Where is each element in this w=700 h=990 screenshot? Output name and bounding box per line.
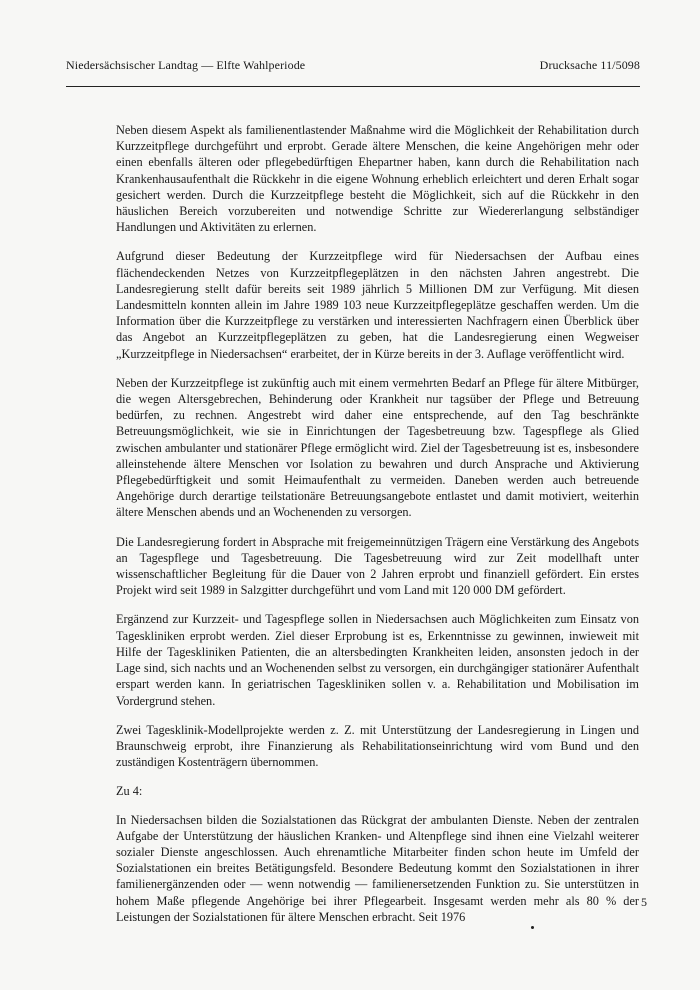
document-number: Drucksache 11/5098 xyxy=(539,58,640,72)
header-title: Niedersächsischer Landtag — Elfte Wahlperiode xyxy=(66,58,306,72)
header-divider xyxy=(66,86,640,87)
section-heading: Zu 4: xyxy=(116,784,143,799)
paragraph: Die Landesregierung fordert in Absprache mit freigemeinnützigen Trägern eine Verstärkung des Angebots an Tagespflege und Tagesbetreuung. Die Tagesbetreuung wird zur Zeit modellhaft unter wissenschaftlicher Begleitung für die Dauer von 2 Jahren erprobt und finanziell gefördert. Ein erstes Projekt wird seit 1989 in Salzgitter durchgeführt und vom Land mit 120 000 DM gefördert. xyxy=(116,534,639,598)
paragraph: Aufgrund dieser Bedeutung der Kurzzeitpflege wird für Niedersachsen der Aufbau eines flächendeckenden Netzes von Kurzzeitpflegeplätzen in den nächsten Jahren angestrebt. Die Landesregierung stellt dafür bereits seit 1989 jährlich 5 Millionen DM zur Verfügung. Mit diesen Landesmitteln konnten allein im Jahre 1989 103 neue Kurzzeitpflegeplätze geschaffen werden. Um die Information über die Kurzzeitpflege zu verstärken und interessierten Nachfragern einen Überblick über das Angebot an Kurzzeitpflegeplätzen zu geben, hat die Landesregierung einen Wegweiser „Kurzzeitpflege in Niedersachsen“ erarbeitet, der in Kürze bereits in der 3. Auflage veröffentlicht wird. xyxy=(116,249,639,361)
paragraph: Zwei Tagesklinik-Modellprojekte werden z. Z. mit Unterstützung der Landesregierung in Lingen und Braunschweig erprobt, ihre Finanzierung als Rehabilitationseinrichtung wird vom Bund und den zuständigen Kostenträgern übernommen. xyxy=(116,722,639,770)
paragraph: Neben der Kurzzeitpflege ist zukünftig auch mit einem vermehrten Bedarf an Pflege für ältere Mitbürger, die wegen Altersgebrechen, Behinderung oder Krankheit nur tagsüber der Pflege und Betreuung bedürfen, zu rechnen. Angestrebt wird daher eine entsprechende, auf den Tag beschränkte Betreuungsmöglichkeit, wie sie in Einrichtungen der Tagesbetreuung bzw. Tagespflege als Glied zwischen ambulanter und stationärer Pflege ermöglicht wird. Ziel der Tagesbetreuung ist es, insbesondere alleinstehende ältere Menschen vor Isolation zu bewahren und durch Ansprache und Aktivierung Pflegebedürftigkeit und somit Heimaufenthalt zu vermeiden. Daneben werden auch betreuende Angehörige durch derartige teilstationäre Betreuungsangebote entlastet und damit motiviert, weiterhin ältere Menschen abends und an Wochenenden zu versorgen. xyxy=(116,375,639,520)
paragraph: In Niedersachsen bilden die Sozialstationen das Rückgrat der ambulanten Dienste. Neben der zentralen Aufgabe der Unterstützung der häuslichen Kranken- und Altenpflege sind ihnen eine Vielzahl weiterer sozialer Dienste angeschlossen. Auch ehrenamtliche Mitarbeiter finden schon heute im Umfeld der Sozialstationen ein breites Betätigungsfeld. Besondere Bedeutung kommt den Sozialstationen in ihrer familienergänzenden oder — wenn notwendig — familienersetzenden Funktion zu. Sie unterstützen in hohem Maße pflegende Angehörige bei ihrer Pflegearbeit. Insgesamt werden mehr als 80 % der Leistungen der Sozialstationen für ältere Menschen erbracht. Seit 1976 xyxy=(116,812,639,924)
scan-speck xyxy=(531,926,534,929)
paragraph: Ergänzend zur Kurzzeit- und Tagespflege sollen in Niedersachsen auch Möglichkeiten zum Einsatz von Tageskliniken erprobt werden. Ziel dieser Erprobung ist es, Erkenntnisse zu gewinnen, inwieweit mit Hilfe der Tageskliniken Patienten, die an altersbedingten Krankheiten leiden, ansonsten jedoch in der Lage sind, sich nachts und an Wochenenden selbst zu versorgen, ein durchgängiger stationärer Aufenthalt erspart werden kann. In geriatrischen Tageskliniken sollen v. a. Rehabilitation und Mobilisation im Vordergrund stehen. xyxy=(116,612,639,708)
paragraph: Neben diesem Aspekt als familienentlastender Maßnahme wird die Möglichkeit der Rehabilitation durch Kurzzeitpflege durchgeführt und erprobt. Gerade ältere Menschen, die keine Angehörigen mehr oder einen ebenfalls älteren oder pflegebedürftigen Ehepartner haben, kann durch die Rehabilitation nach Krankenhausaufenthalt die Rückkehr in die eigene Wohnung erheblich erleichtert und deren Erhalt sogar gesichert werden. Durch die Kurzzeitpflege besteht die Möglichkeit, sich auf die Rückkehr in den häuslichen Bereich vorzubereiten und notwendige Schritte zur Wiedererlangung selbständiger Handlungen und Aktivitäten zu erlernen. xyxy=(116,123,639,235)
page-number: 5 xyxy=(641,895,647,909)
body-text xyxy=(116,122,639,938)
